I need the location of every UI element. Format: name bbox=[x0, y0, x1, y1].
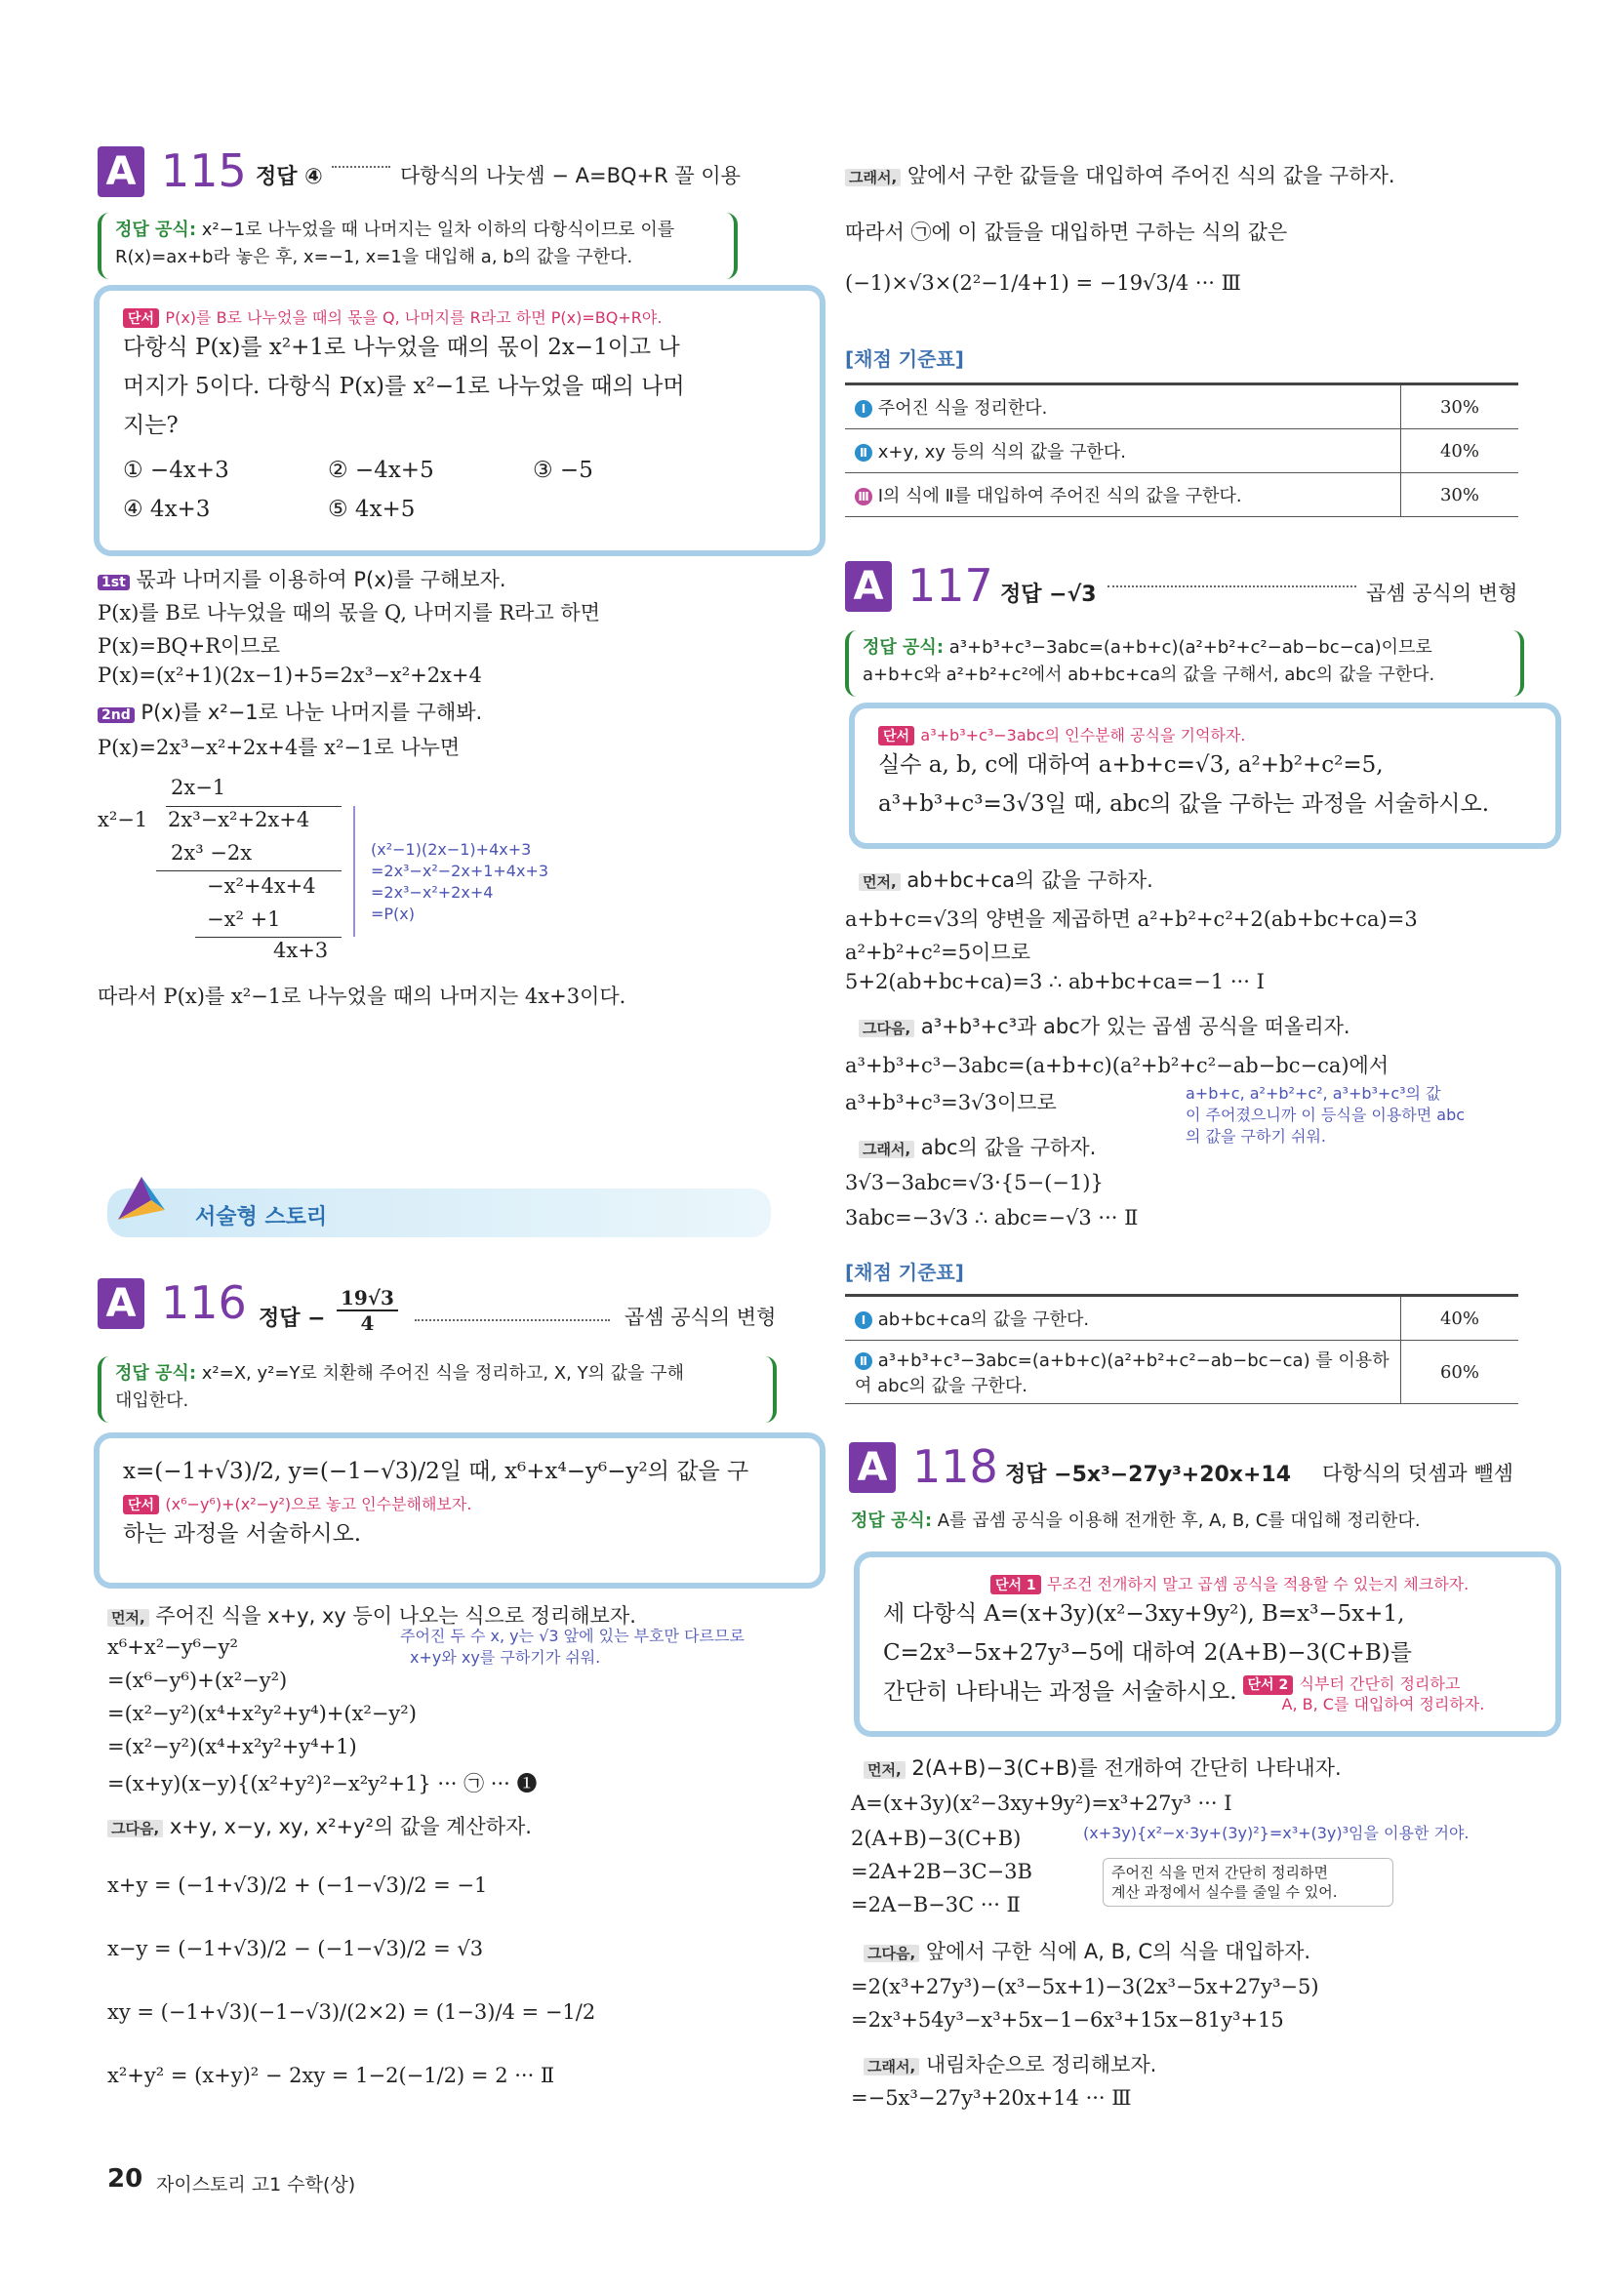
q118-first bbox=[864, 1752, 1342, 1782]
q117-then bbox=[859, 1132, 1096, 1161]
mark-icon: Ⅰ bbox=[855, 1311, 872, 1329]
then-label: 그래서, bbox=[864, 2058, 919, 2075]
q115-header bbox=[98, 146, 144, 197]
step1-text: 몫과 나머지를 이용하여 P(x)를 구해보자. bbox=[136, 568, 506, 591]
grading-row bbox=[845, 429, 1518, 473]
q118-formula bbox=[851, 1507, 1421, 1532]
choice-1[interactable]: ① −4x+3 bbox=[123, 458, 229, 483]
work-line: =(x²−y²)(x⁴+x²y²+y⁴)+(x²−y²) bbox=[107, 1702, 417, 1725]
next-label: 그다음, bbox=[859, 1020, 914, 1037]
score: 40% bbox=[1401, 429, 1519, 473]
q118-topic: 다항식의 덧셈과 뺄셈 bbox=[1322, 1462, 1513, 1485]
hint-tag: 단서 bbox=[123, 1495, 159, 1514]
choice-2[interactable]: ② −4x+5 bbox=[328, 458, 434, 483]
q115-conclusion: 따라서 P(x)를 x²−1로 나누었을 때의 나머지는 4x+3이다. bbox=[98, 985, 626, 1008]
q118-then bbox=[864, 2049, 1156, 2078]
q116-first-note bbox=[400, 1626, 745, 1669]
note-line: =2x³−x²+2x+4 bbox=[371, 883, 494, 902]
dotted-leader bbox=[332, 166, 390, 168]
dotted-leader bbox=[1108, 585, 1356, 587]
story-bar-title: 서술형 스토리 bbox=[195, 1205, 328, 1229]
q115-badge: A bbox=[98, 146, 144, 197]
note-line: a+b+c, a²+b²+c², a³+b³+c³의 값 bbox=[1186, 1084, 1441, 1103]
mark-icon: Ⅰ bbox=[855, 400, 872, 418]
note-line: =2x³−x²−2x+1+4x+3 bbox=[371, 862, 549, 880]
score: 60% bbox=[1401, 1341, 1519, 1404]
book-title: 자이스토리 고1 수학(상) bbox=[156, 2174, 356, 2195]
question-line: 지는? bbox=[123, 413, 179, 438]
then-text: 앞에서 구한 값들을 대입하여 주어진 식의 값을 구하자. bbox=[906, 164, 1395, 187]
work-line: 3abc=−3√3 ∴ abc=−√3 ··· Ⅱ bbox=[845, 1206, 1139, 1229]
first-label: 먼저, bbox=[864, 1761, 906, 1779]
mark-icon: Ⅱ bbox=[855, 1352, 872, 1370]
calc-line: x−y = (−1+√3)/2 − (−1−√3)/2 = √3 bbox=[107, 1937, 484, 1960]
formula-line2: R(x)=ax+b라 놓은 후, x=−1, x=1을 대입해 a, b의 값을 구한다. bbox=[115, 247, 633, 267]
q118-answer: 정답 −5x³−27y³+20x+14 bbox=[1005, 1463, 1292, 1487]
first-text: 주어진 식을 x+y, xy 등이 나오는 식으로 정리해보자. bbox=[155, 1604, 636, 1628]
hint-text: 식부터 간단히 정리하고 bbox=[1299, 1674, 1461, 1693]
q117-question-box bbox=[849, 703, 1561, 849]
question-line: 실수 a, b, c에 대하여 a+b+c=√3, a²+b²+c²=5, bbox=[878, 752, 1384, 778]
division-bar bbox=[166, 806, 342, 807]
criteria: 주어진 식을 정리한다. bbox=[877, 398, 1048, 419]
q115-topic: 다항식의 나눗셈 − A=BQ+R 꼴 이용 bbox=[400, 164, 741, 187]
hint-tag: 단서 1 bbox=[990, 1575, 1041, 1594]
division-quotient: 2x−1 bbox=[171, 776, 226, 799]
first-label: 먼저, bbox=[107, 1609, 149, 1627]
note-line: 이 주어졌으니까 이 등식을 이용하면 abc bbox=[1186, 1106, 1466, 1124]
sol-line: P(x)=BQ+R이므로 bbox=[98, 634, 280, 658]
division-row: −x² +1 bbox=[207, 907, 281, 931]
formula-label: 정답 공식: bbox=[863, 637, 945, 658]
next-label: 그다음, bbox=[107, 1820, 163, 1837]
question-line: C=2x³−5x+27y³−5에 대하여 2(A+B)−3(C+B)를 bbox=[883, 1640, 1412, 1666]
then-text: 내림차순으로 정리해보자. bbox=[925, 2053, 1157, 2076]
sol-line: P(x)=2x³−x²+2x+4를 x²−1로 나누면 bbox=[98, 736, 461, 759]
question-line: 다항식 P(x)를 x²+1로 나누었을 때의 몫이 2x−1이고 나 bbox=[123, 335, 680, 360]
q117-badge: A bbox=[845, 561, 892, 612]
calc-line: x+y = (−1+√3)/2 + (−1−√3)/2 = −1 bbox=[107, 1873, 488, 1897]
question-line: a³+b³+c³=3√3일 때, abc의 값을 구하는 과정을 서술하시오. bbox=[878, 791, 1490, 817]
next-text: 앞에서 구한 식에 A, B, C의 식을 대입하자. bbox=[925, 1940, 1311, 1963]
grading-row bbox=[845, 384, 1518, 429]
sol-line: 따라서 ㉠에 이 값들을 대입하면 구하는 식의 값은 bbox=[845, 221, 1288, 244]
q116-topic: 곱셈 공식의 변형 bbox=[624, 1306, 777, 1329]
score: 30% bbox=[1401, 384, 1519, 429]
formula-line1: x²−1로 나누었을 때 나머지는 일차 이하의 다항식이므로 이를 bbox=[201, 220, 675, 240]
q118-badge: A bbox=[849, 1442, 896, 1493]
q116-next bbox=[107, 1811, 532, 1840]
work-line: 5+2(ab+bc+ca)=3 ∴ ab+bc+ca=−1 ··· Ⅰ bbox=[845, 970, 1265, 993]
q116-answer bbox=[259, 1302, 326, 1332]
q118-next bbox=[864, 1936, 1310, 1965]
grading-table bbox=[845, 1294, 1518, 1404]
q117-note bbox=[1186, 1083, 1465, 1148]
q118-number: 118 bbox=[912, 1440, 998, 1493]
grading-title: [채점 기준표] bbox=[845, 1261, 964, 1284]
choices-row bbox=[123, 451, 796, 490]
story-logo-icon bbox=[112, 1171, 171, 1229]
note-line: 주어진 두 수 x, y는 √3 앞에 있는 부호만 다르므로 bbox=[400, 1627, 745, 1645]
q116-number: 116 bbox=[161, 1276, 247, 1329]
hint-text: A, B, C를 대입하여 정리하자. bbox=[1281, 1695, 1485, 1713]
work-line: 2(A+B)−3(C+B) bbox=[851, 1827, 1022, 1850]
hint-tag: 단서 bbox=[123, 308, 159, 328]
q117-formula-box bbox=[845, 630, 1524, 697]
q116-formula-box bbox=[98, 1356, 777, 1423]
calc-line: x²+y² = (x+y)² − 2xy = 1−2(−1/2) = 2 ··· Ⅱ bbox=[107, 2064, 555, 2087]
hint-tag: 단서 bbox=[878, 726, 914, 745]
division-note bbox=[371, 839, 548, 925]
q116-answer-fraction bbox=[337, 1286, 398, 1335]
work-line: a²+b²+c²=5이므로 bbox=[845, 941, 1030, 964]
question-line: 세 다항식 A=(x+3y)(x²−3xy+9y²), B=x³−5x+1, bbox=[883, 1601, 1405, 1627]
q117-first bbox=[859, 865, 1153, 894]
formula-line2: 대입한다. bbox=[115, 1390, 189, 1411]
work-line: A=(x+3y)(x²−3xy+9y²)=x³+27y³ ··· Ⅰ bbox=[851, 1792, 1232, 1815]
bubble-line: 주어진 식을 먼저 간단히 정리하면 bbox=[1111, 1864, 1328, 1881]
q117-number: 117 bbox=[907, 559, 993, 612]
mark-icon: Ⅱ bbox=[855, 444, 872, 462]
hint-text: (x⁶−y⁶)+(x²−y²)으로 놓고 인수분해해보자. bbox=[165, 1495, 472, 1513]
choice-3[interactable]: ③ −5 bbox=[533, 458, 593, 483]
work-line: =−5x³−27y³+20x+14 ··· Ⅲ bbox=[851, 2086, 1132, 2110]
formula-label: 정답 공식: bbox=[851, 1511, 933, 1531]
step2 bbox=[98, 697, 482, 726]
q115-formula-box bbox=[98, 213, 738, 279]
first-text: 2(A+B)−3(C+B)를 전개하여 간단히 나타내자. bbox=[911, 1756, 1342, 1780]
criteria: x+y, xy 등의 식의 값을 구한다. bbox=[877, 442, 1126, 463]
step1 bbox=[98, 564, 506, 593]
score: 30% bbox=[1401, 473, 1519, 517]
work-line: =2(x³+27y³)−(x³−5x+1)−3(2x³−5x+27y³−5) bbox=[851, 1975, 1319, 1998]
q118-header bbox=[849, 1442, 896, 1493]
dotted-leader bbox=[415, 1319, 610, 1321]
formula-label: 정답 공식: bbox=[115, 220, 197, 240]
page-number: 20 bbox=[107, 2164, 143, 2194]
q118-note: (x+3y){x²−x·3y+(3y)²}=x³+(3y)³임을 이용한 거야. bbox=[1083, 1824, 1470, 1842]
first-label: 먼저, bbox=[859, 873, 901, 891]
work-line: a³+b³+c³−3abc=(a+b+c)(a²+b²+c²−ab−bc−ca)에서 bbox=[845, 1054, 1389, 1077]
question-line: 머지가 5이다. 다항식 P(x)를 x²−1로 나누었을 때의 나머 bbox=[123, 374, 685, 399]
sol-line: (−1)×√3×(2²−1/4+1) = −19√3/4 ··· Ⅲ bbox=[845, 271, 1241, 295]
criteria: Ⅰ의 식에 Ⅱ를 대입하여 주어진 식의 값을 구한다. bbox=[877, 486, 1242, 506]
step2-text: P(x)를 x²−1로 나눈 나머지를 구해봐. bbox=[141, 701, 483, 724]
choice-5[interactable]: ⑤ 4x+5 bbox=[328, 497, 416, 522]
sol-line: P(x)를 B로 나누었을 때의 몫을 Q, 나머지를 R라고 하면 bbox=[98, 601, 600, 624]
step2-tag: 2nd bbox=[98, 707, 135, 723]
q115-number: 115 bbox=[161, 144, 247, 197]
division-row: −x²+4x+4 bbox=[207, 874, 316, 898]
formula-text: A를 곱셈 공식을 이용해 전개한 후, A, B, C를 대입해 정리한다. bbox=[937, 1511, 1421, 1531]
answer-prefix: 정답 − bbox=[259, 1307, 326, 1331]
work-line: 3√3−3abc=√3·{5−(−1)} bbox=[845, 1171, 1104, 1194]
mark-icon: Ⅲ bbox=[855, 488, 872, 505]
note-line: =P(x) bbox=[371, 905, 416, 923]
q116-header bbox=[98, 1278, 144, 1329]
note-bracket bbox=[353, 806, 355, 937]
then-label: 그래서, bbox=[845, 169, 901, 186]
q117-topic: 곱셈 공식의 변형 bbox=[1366, 582, 1518, 605]
question-line: x=(−1+√3)/2, y=(−1−√3)/2일 때, x⁶+x⁴−y⁶−y²의 값을 구 bbox=[123, 1459, 749, 1484]
work-line: =(x⁶−y⁶)+(x²−y²) bbox=[107, 1669, 288, 1692]
q117-next bbox=[859, 1011, 1350, 1040]
then-text: abc의 값을 구하자. bbox=[920, 1136, 1097, 1159]
grading-table bbox=[845, 383, 1518, 517]
hint-text: P(x)를 B로 나누었을 때의 몫을 Q, 나머지를 R라고 하면 P(x)=BQ+R야. bbox=[165, 308, 663, 327]
sol-line: P(x)=(x²+1)(2x−1)+5=2x³−x²+2x+4 bbox=[98, 664, 482, 687]
criteria: ab+bc+ca의 값을 구한다. bbox=[877, 1309, 1090, 1330]
next-label: 그다음, bbox=[864, 1945, 919, 1962]
grading-title: [채점 기준표] bbox=[845, 347, 964, 371]
score: 40% bbox=[1401, 1296, 1519, 1341]
then-label: 그래서, bbox=[859, 1141, 914, 1158]
fraction-denominator: 4 bbox=[360, 1311, 375, 1335]
fraction-numerator: 19√3 bbox=[337, 1286, 398, 1311]
q116-question-box bbox=[94, 1432, 826, 1589]
question-line: 하는 과정을 서술하시오. bbox=[123, 1521, 362, 1547]
q117-answer: 정답 −√3 bbox=[1000, 583, 1097, 607]
work-line: =2A−B−3C ··· Ⅱ bbox=[851, 1893, 1021, 1916]
division-rule bbox=[195, 937, 342, 938]
q118-question-box bbox=[854, 1551, 1561, 1737]
choices-row bbox=[123, 490, 796, 529]
work-line: a+b+c=√3의 양변을 제곱하면 a²+b²+c²+2(ab+bc+ca)=3 bbox=[845, 907, 1418, 931]
formula-line1: a³+b³+c³−3abc=(a+b+c)(a²+b²+c²−ab−bc−ca)이므로 bbox=[948, 637, 1432, 658]
hint-text: 무조건 전개하지 말고 곱셈 공식을 적용할 수 있는지 체크하자. bbox=[1047, 1575, 1470, 1593]
grading-row bbox=[845, 1296, 1518, 1341]
question-line: 간단히 나타내는 과정을 서술하시오. bbox=[883, 1679, 1237, 1705]
step1-tag: 1st bbox=[98, 575, 130, 590]
work-line: =(x²−y²)(x⁴+x²y²+y⁴+1) bbox=[107, 1735, 357, 1758]
next-text: a³+b³+c³과 abc가 있는 곱셈 공식을 떠올리자. bbox=[920, 1015, 1350, 1038]
note-line: x+y와 xy를 구하기가 쉬워. bbox=[410, 1648, 601, 1667]
note-line: (x²−1)(2x−1)+4x+3 bbox=[371, 840, 532, 859]
q116-badge: A bbox=[98, 1278, 144, 1329]
criteria: a³+b³+c³−3abc=(a+b+c)(a²+b²+c²−ab−bc−ca) 를 이용하여 abc의 값을 구한다. bbox=[855, 1350, 1389, 1396]
work-line: =2x³+54y³−x³+5x−1−6x³+15x−81y³+15 bbox=[851, 2008, 1284, 2032]
hint-text: a³+b³+c³−3abc의 인수분해 공식을 기억하자. bbox=[920, 726, 1246, 745]
q116-then bbox=[845, 160, 1395, 189]
work-line: x⁶+x²−y⁶−y² bbox=[107, 1635, 238, 1659]
work-line: =2A+2B−3C−3B bbox=[851, 1860, 1032, 1883]
q117-header bbox=[845, 561, 892, 612]
hint-tag: 단서 2 bbox=[1243, 1675, 1294, 1695]
tip-bubble bbox=[1103, 1858, 1393, 1907]
work-line: a³+b³+c³=3√3이므로 bbox=[845, 1091, 1057, 1114]
calc-line: xy = (−1+√3)(−1−√3)/(2×2) = (1−3)/4 = −1/2 bbox=[107, 2000, 596, 2024]
division-remainder: 4x+3 bbox=[273, 939, 329, 962]
grading-row bbox=[845, 1341, 1518, 1404]
first-text: ab+bc+ca의 값을 구하자. bbox=[906, 868, 1153, 892]
q115-answer: 정답 ④ bbox=[256, 165, 323, 189]
division-dividend: 2x³−x²+2x+4 bbox=[168, 808, 310, 831]
grading-row bbox=[845, 473, 1518, 517]
note-line: 의 값을 구하기 쉬워. bbox=[1186, 1127, 1326, 1146]
division-divisor: x²−1 bbox=[98, 808, 148, 831]
formula-line2: a+b+c와 a²+b²+c²에서 ab+bc+ca의 값을 구해서, abc의 값을 구한다. bbox=[863, 665, 1435, 685]
formula-label: 정답 공식: bbox=[115, 1363, 197, 1384]
next-text: x+y, x−y, xy, x²+y²의 값을 계산하자. bbox=[169, 1815, 532, 1838]
q115-question-box bbox=[94, 285, 826, 556]
division-rule bbox=[156, 870, 342, 871]
division-row: 2x³ −2x bbox=[171, 841, 253, 865]
formula-line1: x²=X, y²=Y로 치환해 주어진 식을 정리하고, X, Y의 값을 구해 bbox=[201, 1363, 684, 1384]
choice-4[interactable]: ④ 4x+3 bbox=[123, 497, 211, 522]
work-line: =(x+y)(x−y){(x²+y²)²−x²y²+1} ··· ㉠ ··· ❶ bbox=[107, 1772, 538, 1795]
bubble-line: 계산 과정에서 실수를 줄일 수 있어. bbox=[1111, 1883, 1338, 1901]
